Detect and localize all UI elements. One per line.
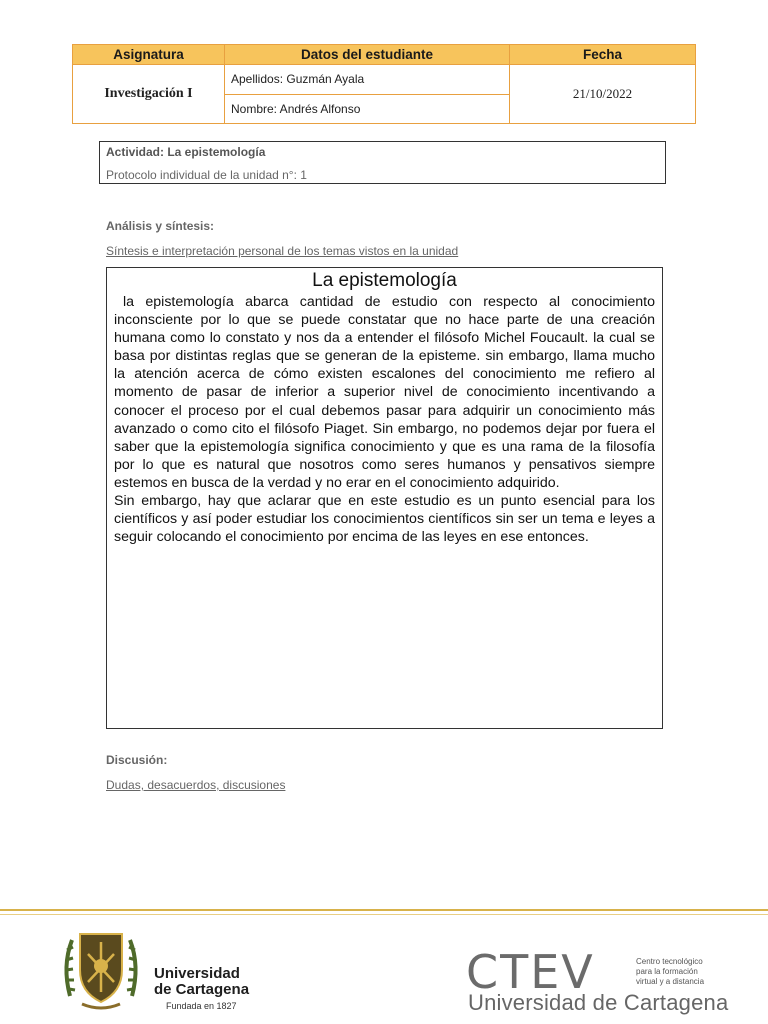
student-surname: Apellidos: Guzmán Ayala [225,65,510,94]
header-date: Fecha [510,45,696,65]
ctev-desc-line2: para la formación [636,967,698,976]
university-crest-icon [58,926,144,1012]
date-value: 21/10/2022 [510,65,696,124]
header-row [73,45,696,65]
subject-value: Investigación I [73,65,225,124]
analysis-subtitle: Síntesis e interpretación personal de los temas vistos en la unidad [106,244,459,258]
course-header-table [72,44,696,124]
essay-body [107,293,662,546]
footer-divider-thin [0,914,768,915]
activity-box [99,141,666,184]
university-name [154,966,249,998]
university-name-line1: Universidad [154,965,240,982]
header-subject: Asignatura [73,45,225,65]
ctev-subtitle: Universidad de Cartagena [468,990,729,1015]
essay-paragraph-2: Sin embargo, hay que aclarar que en este estudio es un punto esencial para los científicos y así poder estudiar los conocimientos científicos sin ser un tema e leyes a seguir colocando el conocimiento por encima de las leyes en ese entonces. [114,493,655,546]
essay-box [106,267,663,729]
ctev-desc-line3: virtual y a distancia [636,977,705,986]
activity-protocol: Protocolo individual de la unidad n°: 1 [106,168,307,182]
essay-title: La epistemología [312,270,457,291]
student-name: Nombre: Andrés Alfonso [225,94,510,123]
activity-title: Actividad: La epistemología [106,145,266,159]
data-row-1 [73,65,696,94]
essay-paragraph-1: la epistemología abarca cantidad de estudio con respecto al conocimiento inconsciente por lo que se puede constatar que no hace parte de una creación humana como lo constato y nos da a entender el filósofo Michel Foucault. la cual se basa por distintas reglas que se generan de la episteme. sin embargo, llama mucho la atención acerca de cómo existen escalones del conocimiento me refiero al momento de pasar de inferior a superior nivel de conocimiento incentivando a conocer el proceso por el cual debemos pasar para adquirir un conocimiento más avanzado o como cito el filósofo Piaget. Sin embargo, no podemos dejar por fuera el saber que la epistemología significa conocimiento y que es una rama de la filosofía por lo que es natural que nosotros como seres humanos y pensativos siempre estemos en busca de la verdad y no erar en el conocimiento adquirido. [114,294,655,491]
discussion-label: Discusión: [106,753,168,767]
ctev-description [636,957,726,987]
university-name-line2: de Cartagena [154,981,250,998]
analysis-label: Análisis y síntesis: [106,219,215,233]
discussion-subtitle: Dudas, desacuerdos, discusiones [106,778,286,792]
footer-divider [0,909,768,911]
ctev-desc-line1: Centro tecnológico [636,957,703,966]
header-student-data: Datos del estudiante [225,45,510,65]
ctev-logo [466,950,626,994]
university-founded: Fundada en 1827 [166,1001,237,1011]
ctev-logo-text: CTEV [466,950,595,994]
